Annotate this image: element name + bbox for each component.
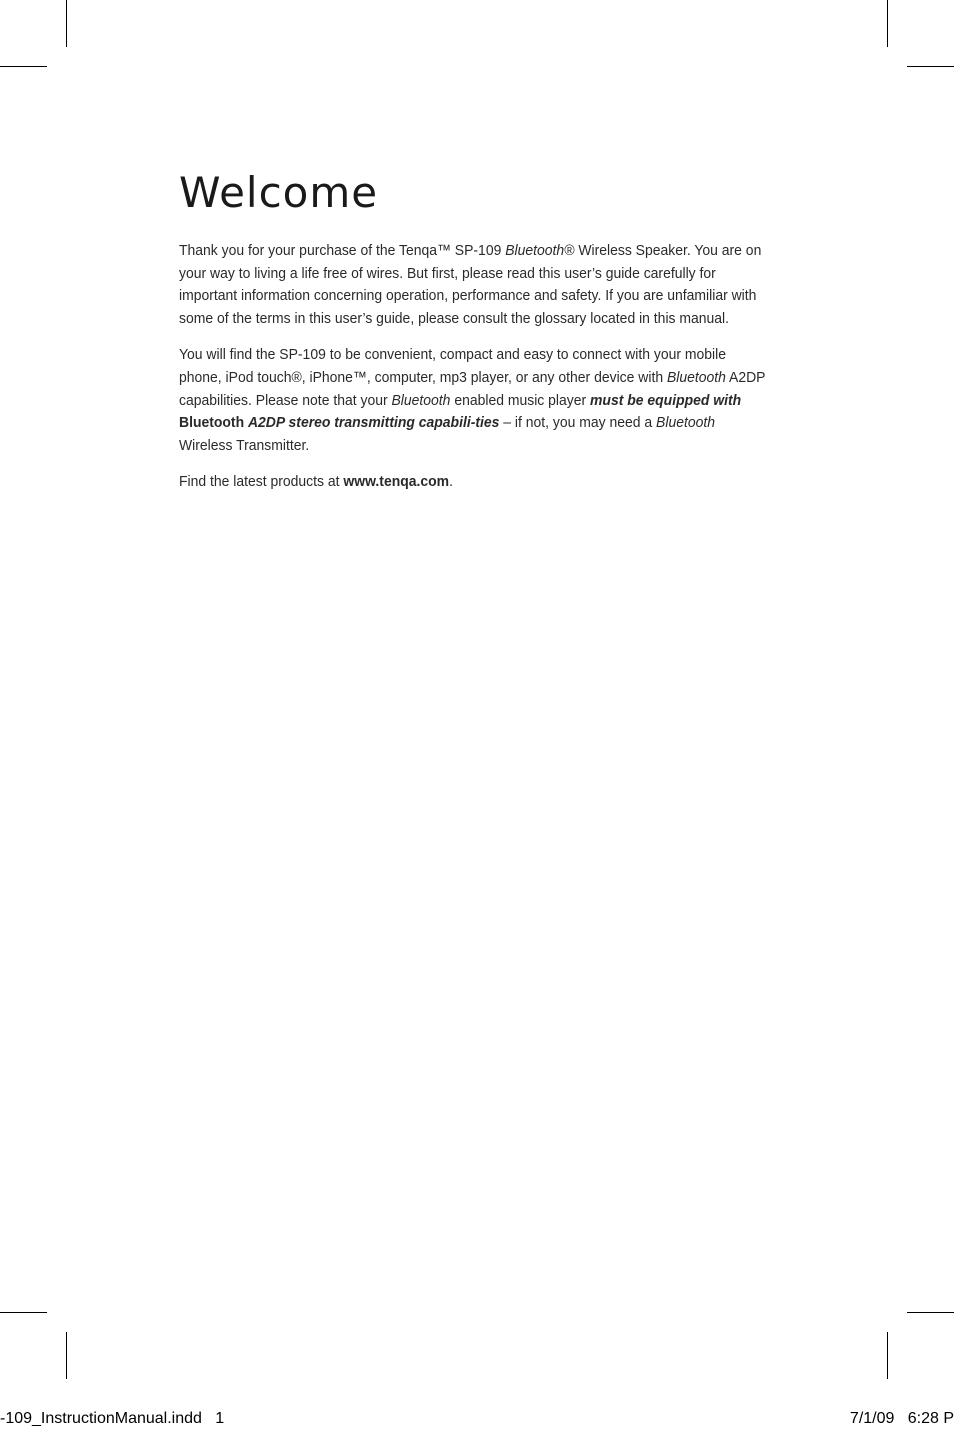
website-paragraph: Find the latest products at www.tenqa.com.	[179, 473, 453, 491]
crop-mark	[887, 1332, 888, 1379]
website-link[interactable]: www.tenqa.com	[343, 473, 450, 491]
crop-mark	[907, 1312, 954, 1313]
body-text	[179, 240, 766, 508]
crop-mark	[66, 0, 67, 47]
slug-datetime: 7/1/09 6:28 P	[849, 1410, 954, 1427]
page-title: Welcome	[179, 168, 379, 217]
crop-mark	[887, 0, 888, 47]
slug-filename: -109_InstructionManual.indd 1	[0, 1410, 225, 1427]
crop-mark	[0, 66, 47, 67]
crop-mark	[0, 1312, 47, 1313]
intro-paragraph: Thank you for your purchase of the Tenqa™ SP-109 Bluetooth® Wireless Speaker. You are on your way to living a life free of wires. But first, please read this user’s guide carefully for important information concerning operation, performance and safety. If you are unfamiliar with some of the terms in this user’s guide, please consult the glossary located in this manual.	[179, 242, 762, 327]
compatibility-paragraph: You will find the SP-109 to be convenient, compact and easy to connect with your mobile phone, iPod touch®, iPhone™, computer, mp3 player, or any other device with Bluetooth A2DP capabilities. Please note that your Bluetooth enabled music player must be equipped with Bluetooth A2DP stereo transmitting capabili-ties – if not, you may need a Bluetooth Wireless Transmitter.	[179, 346, 766, 454]
crop-mark	[907, 66, 954, 67]
crop-mark	[66, 1332, 67, 1379]
